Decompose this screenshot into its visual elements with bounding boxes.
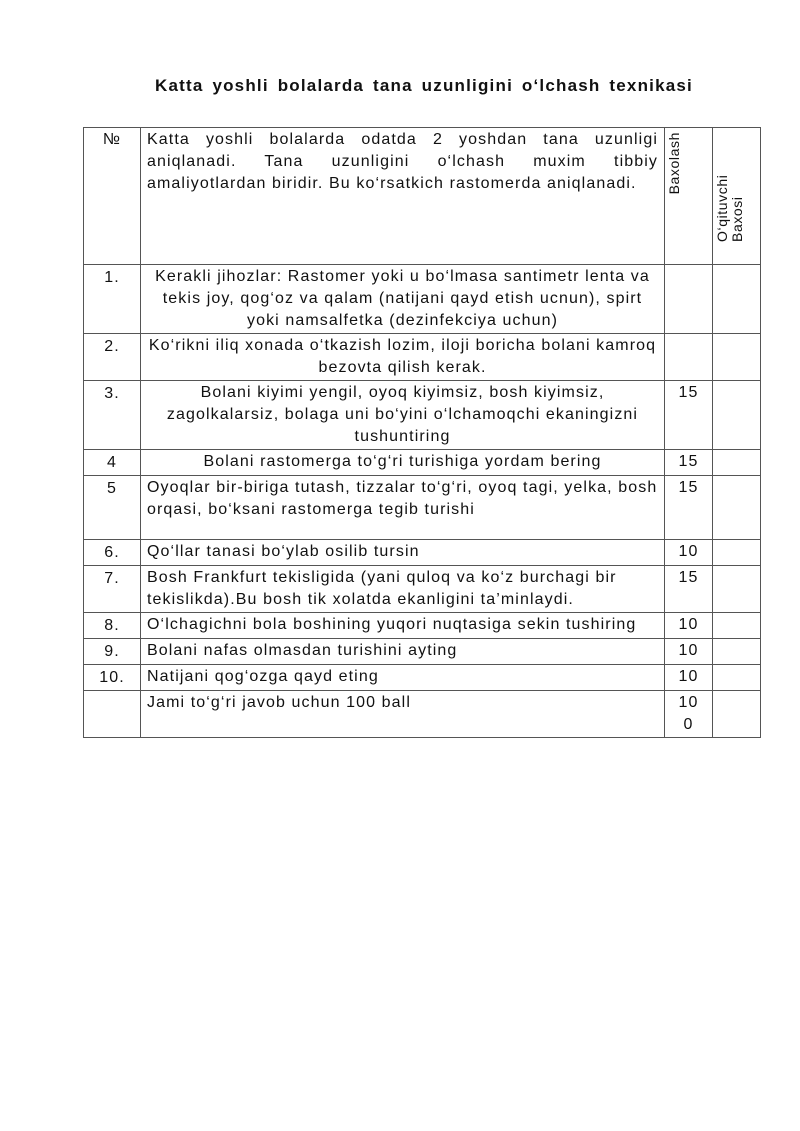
header-intro: Katta yoshli bolalarda odatda 2 yoshdan tana uzunligi aniqlanadi. Tana uzunligini o‘lchash muxim tibbiy amaliyotlardan biridir. Bu ko‘rsatkich rastomerda aniqlanadi. — [141, 128, 665, 265]
table-row — [84, 613, 761, 639]
row-num: 8. — [84, 613, 141, 639]
row-text: Bolani rastomerga to‘g‘ri turishiga yordam bering — [141, 450, 665, 476]
row-text: Qo‘llar tanasi bo‘ylab osilib tursin — [141, 540, 665, 566]
row-num: 3. — [84, 381, 141, 450]
table-row — [84, 566, 761, 613]
table-row — [84, 381, 761, 450]
row-score: 10 — [665, 665, 713, 691]
row-score: 10 — [665, 613, 713, 639]
row-text: Bosh Frankfurt tekisligida (yani quloq va ko‘z burchagi bir tekislikda).Bu bosh tik xolatda ekanligini ta’minlaydi. — [141, 566, 665, 613]
row-text: Kerakli jihozlar: Rastomer yoki u bo‘lmasa santimetr lenta va tekis joy, qog‘oz va qalam (natijani qayd etish ucnun), spirt yoki namsalfetka (dezinfekciya uchun) — [141, 265, 665, 334]
total-num — [84, 691, 141, 738]
header-score — [665, 128, 713, 265]
row-num: 7. — [84, 566, 141, 613]
row-teacher-score — [713, 476, 761, 540]
row-num: 1. — [84, 265, 141, 334]
row-text: Oyoqlar bir-biriga tutash, tizzalar to‘g‘ri, oyoq tagi, yelka, bosh orqasi, bo‘ksani rastomerga tegib turishi — [141, 476, 665, 540]
row-teacher-score — [713, 665, 761, 691]
row-text: Natijani qog‘ozga qayd eting — [141, 665, 665, 691]
row-teacher-score — [713, 334, 761, 381]
row-teacher-score — [713, 613, 761, 639]
row-num: 10. — [84, 665, 141, 691]
header-teacher-label: O‘qituvchi Baxosi — [714, 174, 745, 242]
table-row — [84, 665, 761, 691]
row-text: Bolani nafas olmasdan turishini ayting — [141, 639, 665, 665]
row-score: 15 — [665, 566, 713, 613]
row-teacher-score — [713, 450, 761, 476]
row-score: 10 — [665, 540, 713, 566]
row-teacher-score — [713, 265, 761, 334]
table-total-row — [84, 691, 761, 738]
row-score: 15 — [665, 381, 713, 450]
header-score-label: Baxolash — [666, 132, 682, 195]
row-score — [665, 334, 713, 381]
row-text: Bolani kiyimi yengil, oyoq kiyimsiz, bosh kiyimsiz, zagolkalarsiz, bolaga uni bo‘yini o‘lchamoqchi ekaningizni tushuntiring — [141, 381, 665, 450]
table-header-row — [84, 128, 761, 265]
row-score — [665, 265, 713, 334]
total-teacher-score — [713, 691, 761, 738]
row-num: 6. — [84, 540, 141, 566]
row-num: 5 — [84, 476, 141, 540]
table-row — [84, 540, 761, 566]
row-num: 2. — [84, 334, 141, 381]
header-num: № — [84, 128, 141, 265]
table-row — [84, 265, 761, 334]
table-row — [84, 450, 761, 476]
table-row — [84, 476, 761, 540]
total-score: 100 — [665, 691, 713, 738]
assessment-table — [83, 127, 761, 738]
row-text: O‘lchagichni bola boshining yuqori nuqtasiga sekin tushiring — [141, 613, 665, 639]
row-teacher-score — [713, 540, 761, 566]
row-num: 4 — [84, 450, 141, 476]
row-teacher-score — [713, 566, 761, 613]
row-score: 15 — [665, 476, 713, 540]
table-row — [84, 639, 761, 665]
row-num: 9. — [84, 639, 141, 665]
row-score: 15 — [665, 450, 713, 476]
row-score: 10 — [665, 639, 713, 665]
row-teacher-score — [713, 381, 761, 450]
table-row — [84, 334, 761, 381]
header-teacher — [713, 128, 761, 265]
row-teacher-score — [713, 639, 761, 665]
row-text: Ko‘rikni iliq xonada o‘tkazish lozim, iloji boricha bolani kamroq bezovta qilish kerak. — [141, 334, 665, 381]
document-title: Katta yoshli bolalarda tana uzunligini o‘lchash texnikasi — [155, 76, 693, 95]
total-text: Jami to‘g‘ri javob uchun 100 ball — [141, 691, 665, 738]
